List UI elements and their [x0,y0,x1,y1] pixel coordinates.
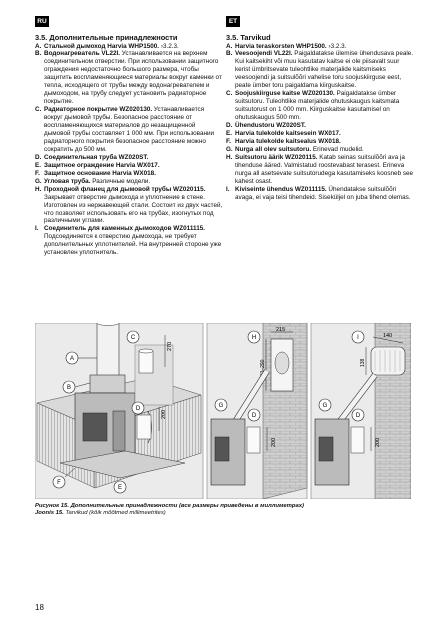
callout-d [132,402,144,414]
accessory-item-et [226,186,414,202]
panel-heater-enclosure [35,323,203,499]
item-name: Угловая труба. [44,177,91,185]
panel-masonry-connector [311,323,411,499]
caption-text-ru: Дополнительные принадлежности (все размеры приведены в миллиметрах) [68,503,304,509]
svg-text:G: G [322,403,328,409]
language-tag-ru: RU [35,16,49,27]
callout-f [53,476,65,488]
accessory-item-ru [35,154,223,162]
language-tag-et: ET [226,16,240,27]
caption-label-et: Joonis 15. [35,510,64,516]
svg-text:F: F [57,480,61,486]
dimension-200-left: 200 [161,409,167,419]
item-name: Kiviseinte ühendus WZ011115. [235,185,327,193]
accessory-list-ru [35,43,223,258]
callout-d-2 [248,409,260,421]
item-name: Ühendustoru WZ020ST. [235,122,306,130]
callout-b [63,381,75,393]
accessories-figure [35,323,411,499]
svg-text:C: C [130,335,136,341]
callout-d-3 [352,409,364,421]
caption-label-ru: Рисунок 15. [35,503,69,509]
item-description: Устанавливается вокруг дымовой трубы. Безопасное расстояние от воспламеняющихся материалов до незащищенной дымовой трубы составляет 1 000 мм. При использовании радиаторного покрытия безопасное расстояние можно сократить до 500 мм. [44,106,215,153]
callout-g-2 [319,399,331,411]
item-name: Соединительная труба WZ020ST. [44,153,149,161]
item-name: Harvia tulekolde kaitsealus WX018. [235,137,341,145]
accessory-item-et [226,146,414,154]
item-description: Устанавливается на верхнем соединительном отверстии. При использовании защитного ограждения недостаточно большого размера, чтобы защитить воспламеняющиеся материалы вокруг каменки от тепла, исходящего от трубы между водонагревателем и дымоходом, на трубу следует установить радиаторное покрытие. [44,50,222,106]
item-description: Ühendatakse suitsulõõri avaga, ei vaja teisi tihendeid. Siseküljel on juba tihend olemas. [235,185,411,201]
accessory-list-et [226,43,414,202]
callout-c [127,331,139,343]
column-ru [35,33,223,257]
item-letter: I. [226,185,230,193]
item-name: Радиаторное покрытие WZ020130. [44,106,153,114]
accessory-item-et [226,138,414,146]
item-description: Различные модели. [90,177,151,185]
item-letter: H. [35,185,42,193]
item-letter: B. [226,50,233,58]
item-name: Проходной фланец для дымовой трубы WZ020115. [44,185,206,193]
accessory-item-et [226,50,414,90]
accessory-item-ru [35,186,223,226]
accessory-item-ru [35,106,223,154]
item-letter: I. [35,225,39,233]
accessory-item-ru [35,162,223,170]
section-heading-ru: 3.5. Дополнительные принадлежности [35,33,178,42]
dimension-140: 140 [383,333,393,339]
dimension-215: 215 [276,327,286,333]
item-name: Защитное основание Harvia WX018. [44,169,156,177]
item-description: Закрывает отверстие дымохода и уплотнение в стене. Изготовлен из нержавеющей стали. Состоит из двух частей, что позволяет использовать его на трубах, изогнутых под различными углами. [44,193,223,225]
accessory-item-ru [35,225,223,257]
item-letter: A. [35,42,42,50]
svg-text:H: H [251,335,257,341]
section-heading-et: 3.5. Tarvikud [226,33,271,42]
panel-wall-flange [207,323,307,499]
svg-text:A: A [69,356,75,362]
item-name: Veesoojendi VL22I. [235,50,293,58]
figure-caption-et [35,510,166,517]
svg-text:D: D [355,413,361,419]
svg-text:D: D [135,406,141,412]
page-number: 18 [35,603,44,612]
accessory-item-et [226,90,414,122]
item-description: Katab seinas suitsulõõri ava ja tihenduse ääred. Valmistatud roostevabast terasest. Erineva nurga all asetsevate suitsutorudega kasutamiseks koosneb see kahest osast. [235,153,414,185]
svg-text:E: E [117,485,123,491]
item-description: Paigaldatakse ülemise ühendusava peale. Kui kaitsekiht või muu kasutatav kaitse ei ole piisavalt suur kerist ümbritsevate tuleohtlike materjalide kaitsmiseks veesoojendi ja suitsulõõri vahelise toru soojuskiirguse eest, peate ümber toru paigaldama kiirguskaitse. [235,50,414,90]
item-description: Подсоединяется к отверстию дымохода, не требует дополнительных уплотнителей. На внутренней стороне уже установлен уплотнитель. [44,233,222,257]
column-et [226,33,414,202]
item-letter: G. [35,177,42,185]
dimension-200-right: 200 [375,437,381,447]
item-letter: D. [35,153,42,161]
accessory-item-et [226,43,414,51]
dimension-210-290: 210–290 [260,359,266,379]
item-description: Paigaldatakse ümber suitsutoru. Tuleohtlike materjalide ohutuskaugus kaitsmata suitsutorust on 1 000 mm. Kiirguskaitse kasutamisel on ohutuskaugus 500 mm. [235,90,400,122]
item-letter: C. [35,106,42,114]
accessory-item-et [226,154,414,186]
dimension-138: 138 [360,358,366,367]
item-name: Harvia teraskorsten WHP1500. [235,42,327,50]
svg-text:B: B [66,385,72,391]
water-heater [90,375,125,393]
item-letter: F. [35,169,40,177]
item-description: Erinevad mudelid. [311,145,364,153]
item-name: Стальной дымоход Harvia WHP1500. [44,42,160,50]
item-name: Водонагреватель VL22I. [44,50,121,58]
item-letter: E. [226,129,232,137]
item-letter: F. [226,137,231,145]
dimension-200-middle: 200 [271,437,277,447]
item-name: Соединитель для каменных дымоходов WZ011115. [44,225,206,233]
item-name: Suitsutoru äärik WZ020115. [235,153,318,161]
accessory-item-ru [35,170,223,178]
item-name: Nurga all olev suitsutoru. [235,145,312,153]
accessory-item-ru [35,50,223,106]
item-letter: G. [226,145,233,153]
dimension-270: 270 [167,341,173,351]
accessory-item-et [226,122,414,130]
svg-text:I: I [357,335,359,341]
item-letter: A. [226,42,233,50]
item-letter: H. [226,153,233,161]
accessory-item-ru [35,178,223,186]
callout-g [215,399,227,411]
item-name: Защитное ограждение Harvia WX017. [44,161,160,169]
item-description: ›3.2.3. [326,42,347,50]
svg-text:D: D [251,413,257,419]
item-letter: D. [226,122,233,130]
item-letter: E. [35,161,41,169]
caption-text-et: Tarvikud (kõik mõõtmed millimeetrites) [63,510,166,516]
callout-i [352,331,364,343]
callout-e [114,481,126,493]
accessory-item-ru [35,43,223,51]
item-letter: C. [226,90,233,98]
callout-a [66,352,78,364]
accessory-item-et [226,130,414,138]
svg-text:G: G [218,403,224,409]
callout-h [248,331,260,343]
item-name: Soojuskiirguse kaitse WZ020130. [235,90,335,98]
item-letter: B. [35,50,42,58]
figure-caption-ru [35,503,304,510]
item-description: ›3.2.3. [159,42,179,50]
item-name: Harvia tulekolde kaitsesein WX017. [235,129,341,137]
